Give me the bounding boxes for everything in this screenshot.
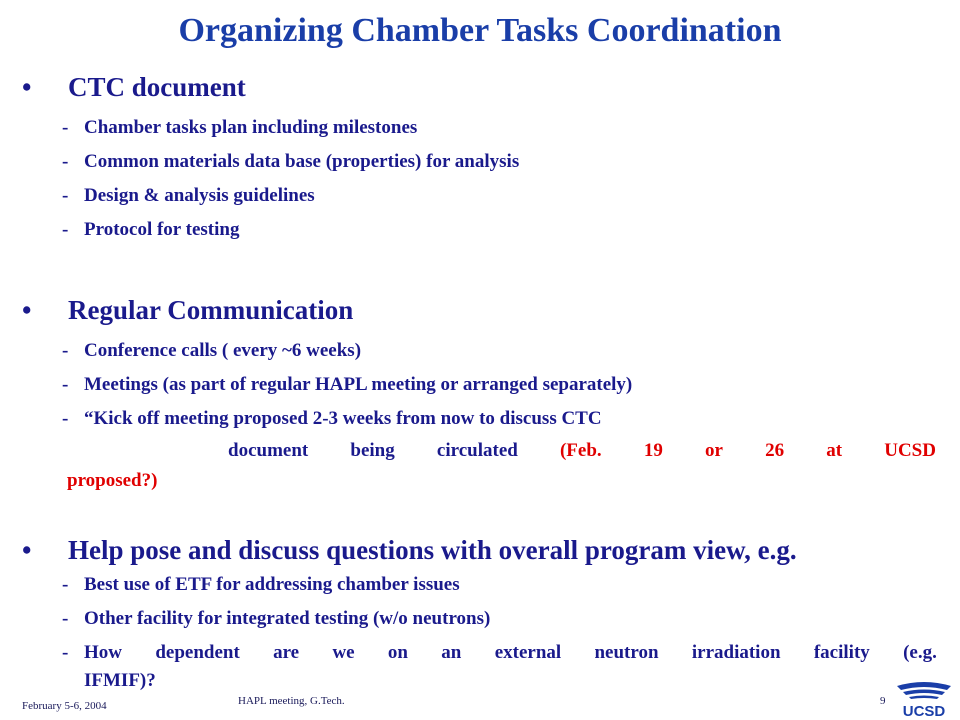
slide-title: Organizing Chamber Tasks Coordination (178, 12, 782, 49)
bullet-heading: Help pose and discuss questions with overall program view, e.g. (68, 535, 797, 565)
list-item: - Conference calls ( every ~6 weeks) (62, 340, 362, 361)
ucsd-logo (893, 680, 955, 720)
page-number: 9 (880, 695, 886, 707)
list-item: - Best use of ETF for addressing chamber issues (62, 574, 460, 595)
bullet-dot: • (22, 72, 32, 102)
list-item: - Other facility for integrated testing (w/o neutrons) (62, 608, 491, 629)
list-item: - (62, 642, 69, 663)
bullet-heading: CTC document (68, 72, 246, 102)
bullet-heading: Regular Communication (68, 295, 354, 325)
bullet-dot: • (22, 535, 32, 565)
list-item: - Chamber tasks plan including milestones (62, 117, 418, 138)
list-item-kickoff-line: - “Kick off meeting proposed 2-3 weeks from now to discuss CTC (62, 408, 602, 429)
logo-wave-1 (897, 682, 951, 690)
logo-text: UCSD (902, 703, 946, 720)
list-item: - Protocol for testing (62, 219, 240, 240)
list-item-kickoff-line: proposed?) (67, 470, 158, 491)
footer-meeting: HAPL meeting, G.Tech. (238, 695, 345, 707)
list-item: - Common materials data base (properties) for analysis (62, 151, 520, 172)
list-item-kickoff-line: document being circulated (Feb. 19 or 26 at UCSD (228, 440, 936, 461)
list-item: - Design & analysis guidelines (62, 185, 315, 206)
footer-date: February 5-6, 2004 (22, 700, 107, 712)
list-item: - Meetings (as part of regular HAPL meeting or arranged separately) (62, 374, 633, 395)
list-item-last-line: How dependent are we on an external neutron irradiation facility (e.g. (84, 642, 937, 663)
logo-wave-3 (909, 696, 939, 700)
logo-wave-2 (903, 690, 945, 696)
bullet-dot: • (22, 295, 32, 325)
list-item-last-line: IFMIF)? (84, 670, 156, 691)
